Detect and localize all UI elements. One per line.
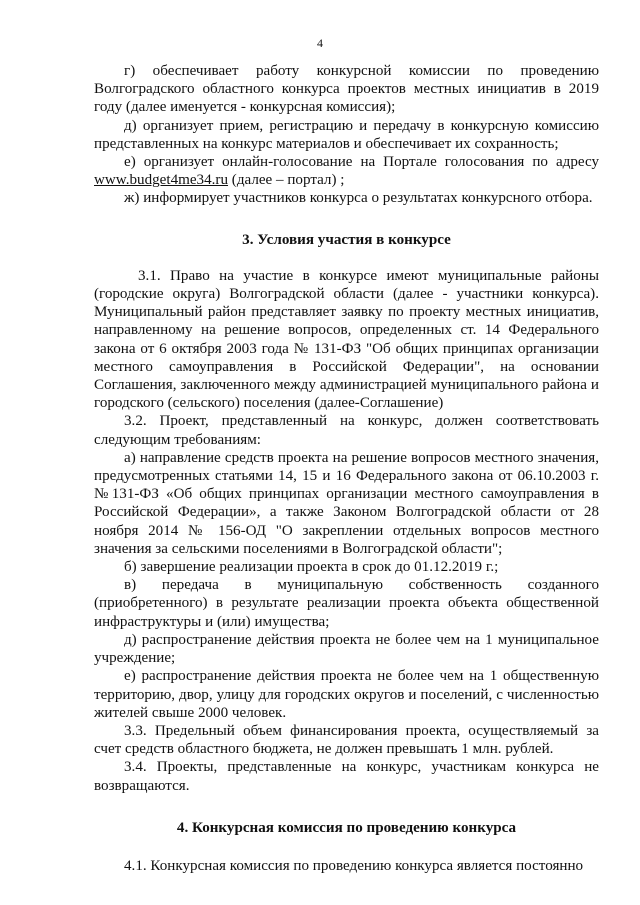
paragraph-zh: ж) информирует участников конкурса о результатах конкурсного отбора. [124, 190, 593, 207]
paragraph-g: г) обеспечивает работу конкурсной комиссии по проведению Волгоградского областного конкурса проектов местных инициатив в 2019 году (далее именуется - конкурсная комиссия); [94, 63, 599, 116]
section-4-heading: 4. Конкурсная комиссия по проведению конкурса [176, 819, 517, 836]
paragraph-3-4: 3.4. Проекты, представленные на конкурс, участникам конкурса не возвращаются. [94, 759, 599, 794]
paragraph-e [94, 153, 599, 189]
paragraph-e-text: е) организует онлайн-голосование на Портале голосования по адресу [124, 154, 599, 171]
document-body [94, 62, 599, 875]
paragraph-3-2: 3.2. Проект, представленный на конкурс, должен соответствовать следующим требованиям: [94, 413, 599, 448]
paragraph-3-2-d: д) распространение действия проекта не более чем на 1 муниципальное учреждение; [94, 631, 599, 667]
paragraph-3-1: 3.1. Право на участие в конкурсе имеют муниципальные районы (городские округа) Волгоградской области (далее - участники конкурса). Муниципальный район представляет заявку по проекту местных инициатив, направленному на решение вопросов, определенных ст. 14 Федерального закона от 6 октября 2003 года № 131-ФЗ "Об общих принципах организации местного самоуправления в Российской Федерации", на основании Соглашения, заключенного между администрацией муниципального района и городского (сельского) поселения (далее-Соглашение) [94, 267, 599, 412]
paragraph-3-2-b: б) завершение реализации проекта в срок до 01.12.2019 г.; [124, 559, 499, 576]
page-number: 4 [317, 36, 323, 50]
paragraph-3-2-e: е) распространение действия проекта не более чем на 1 общественную территорию, двор, улицу для городских округов и поселений, с численностью жителей свыше 2000 человек. [94, 668, 599, 721]
portal-link[interactable]: www.budget4me34.ru [94, 172, 229, 189]
paragraph-3-2-v: в) передача в муниципальную собственность созданного (приобретенного) в результате реализации проекта объекта общественной инфраструктуры и (или) имущества; [94, 577, 599, 630]
paragraph-3-2-a: а) направление средств проекта на решение вопросов местного значения, предусмотренных статьями 14, 15 и 16 Федерального закона от 06.10.2003 г. №131-ФЗ «Об общих принципах организации местного самоуправления в Российской Федерации», а также Законом Волгоградской области от 28 ноября 2014 № 156-ОД "О закреплении отдельных вопросов местного значения за сельскими поселениями в Волгоградской области"; [94, 449, 599, 557]
paragraph-3-3: 3.3. Предельный объем финансирования проекта, осуществляемый за счет средств областного бюджета, не должен превышать 1 млн. рублей. [94, 722, 599, 758]
paragraph-e-tail: (далее – портал) ; [228, 172, 345, 189]
paragraph-4-1: 4.1. Конкурсная комиссия по проведению конкурса является постоянно [124, 857, 584, 874]
section-3-heading: 3. Условия участия в конкурсе [242, 231, 451, 248]
paragraph-d: д) организует прием, регистрацию и передачу в конкурсную комиссию представленных на конкурс материалов и обеспечивает их сохранность; [94, 117, 599, 152]
